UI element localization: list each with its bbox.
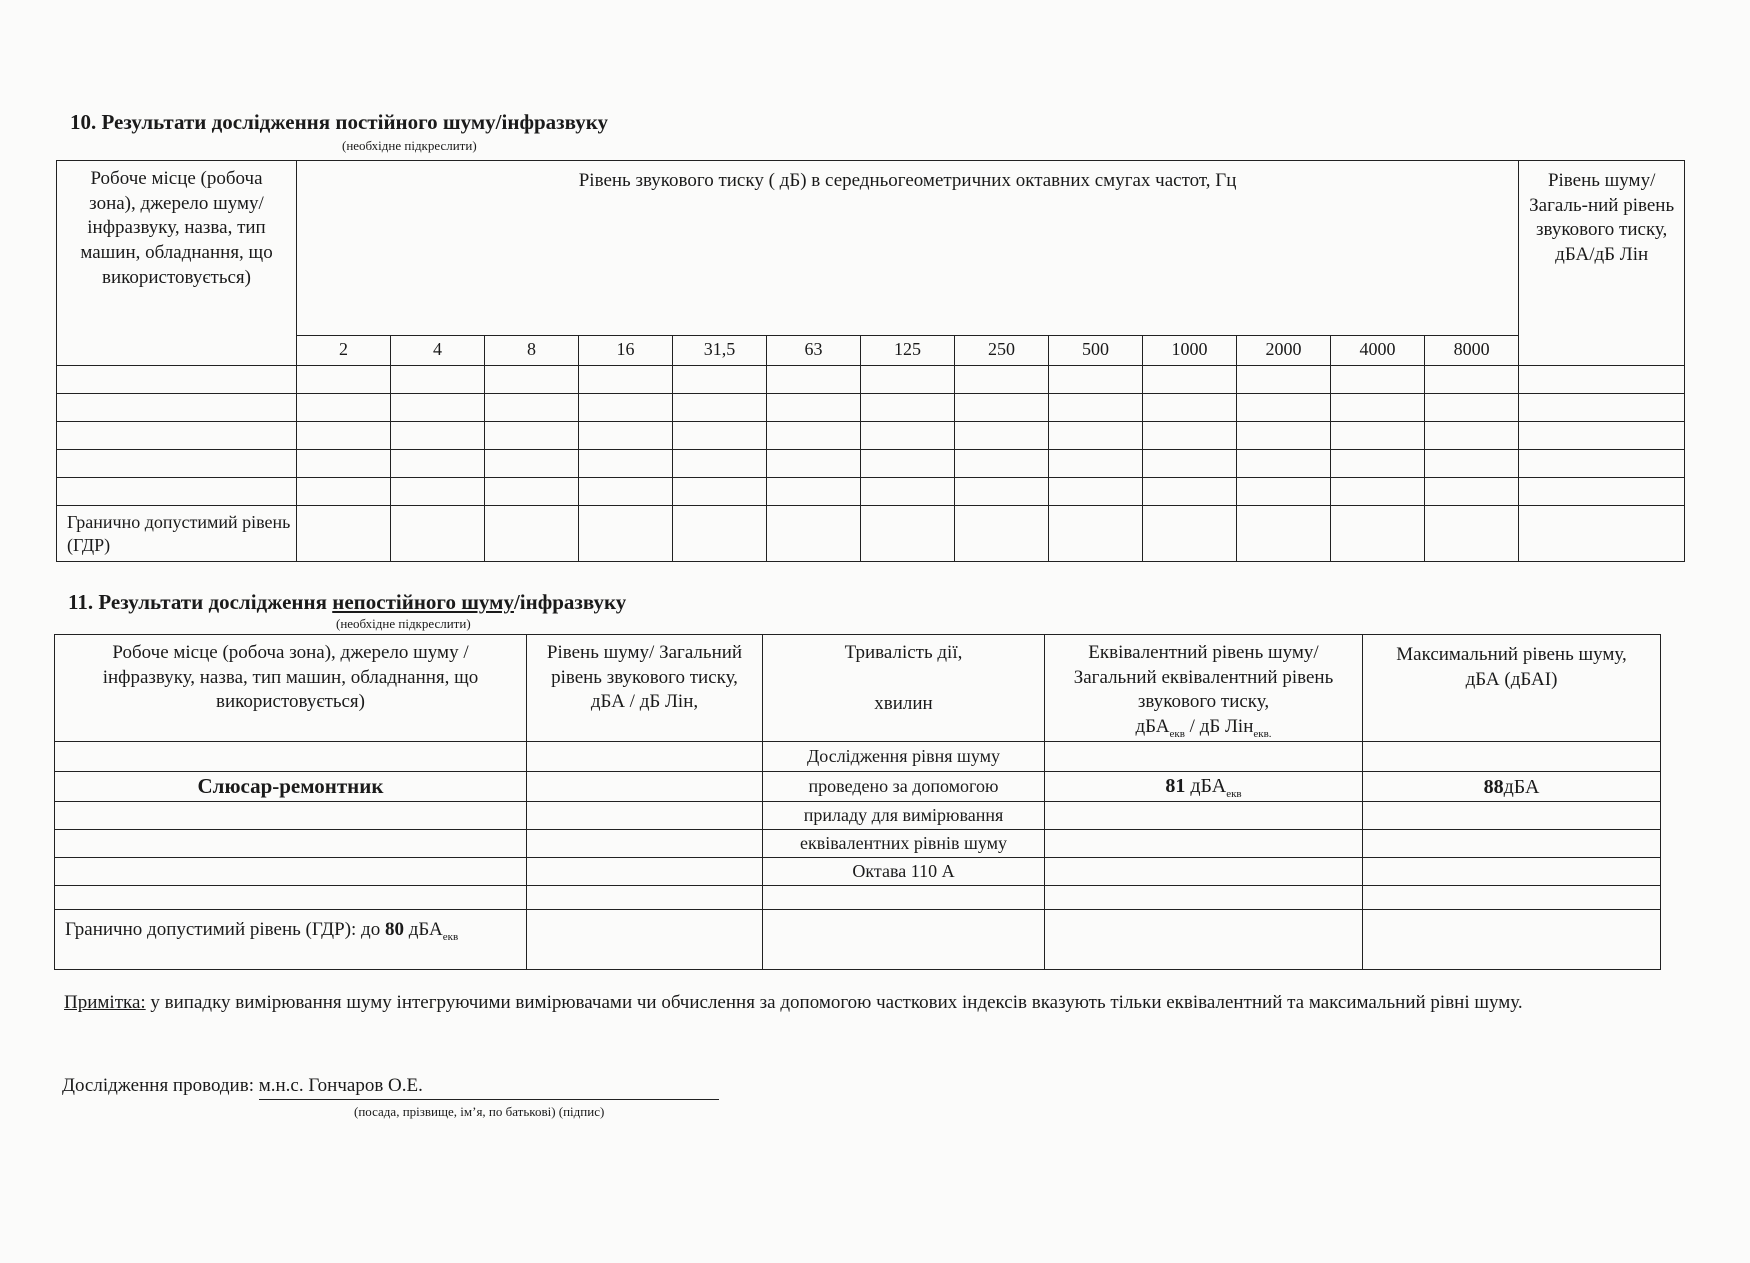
col-total-level-header: Рівень шуму/Загаль-ний рівень звукового тиску, дБА/дБ Лін xyxy=(1519,161,1685,366)
table-row xyxy=(57,366,1685,394)
freq-header: 31,5 xyxy=(673,336,767,366)
section11-title: 11. Результати дослідження непостійного шуму/інфразвуку xyxy=(68,590,627,614)
freq-header: 125 xyxy=(861,336,955,366)
remark-text: у випадку вимірювання шуму інтегруючими вимірювачами чи обчислення за допомогою часткових індексів вказують тільки еквівалентний та максимальний рівні шуму. xyxy=(145,992,1523,1013)
constant-noise-table xyxy=(56,160,1685,562)
device-line: приладу для вимірювання xyxy=(763,802,1045,830)
freq-header: 63 xyxy=(767,336,861,366)
table-row xyxy=(55,742,1661,772)
table-row xyxy=(55,858,1661,886)
table-row xyxy=(55,802,1661,830)
signature-field xyxy=(259,1073,719,1100)
col-max-header: Максимальний рівень шуму, дБА (дБАІ) xyxy=(1363,635,1661,742)
table-row xyxy=(55,886,1661,910)
col-level-header: Рівень шуму/ Загальний рівень звукового тиску, дБА / дБ Лін, xyxy=(527,635,763,742)
limit-row xyxy=(55,910,1661,970)
equivalent-level-value: 81 дБА$_{екв}$ xyxy=(1045,772,1363,802)
remark xyxy=(64,990,1594,1016)
signature-label: Дослідження проводив: xyxy=(62,1075,259,1096)
device-line: Дослідження рівня шуму xyxy=(763,742,1045,772)
limit-label: Гранично допустимий рівень (ГДР) xyxy=(57,506,297,562)
limit-row xyxy=(57,506,1685,562)
device-line: проведено за допомогою xyxy=(763,772,1045,802)
signature-caption: (посада, прізвище, ім’я, по батькові) (підпис) xyxy=(354,1104,605,1119)
freq-header: 500 xyxy=(1049,336,1143,366)
col-workplace-header: Робоче місце (робоча зона), джерело шуму/інфразвуку, назва, тип машин, обладнання, що використовується) xyxy=(57,161,297,366)
section10-note: (необхідне підкреслити) xyxy=(342,138,477,153)
col-sound-pressure-header: Рівень звукового тиску ( дБ) в середньогеометричних октавних смугах частот, Гц xyxy=(297,161,1519,336)
signature-line xyxy=(62,1073,719,1100)
table-row xyxy=(57,394,1685,422)
researcher-name: м.н.с. Гончаров О.Е. xyxy=(258,1075,423,1096)
table-row xyxy=(55,772,1661,802)
table-row xyxy=(57,450,1685,478)
freq-header: 2000 xyxy=(1237,336,1331,366)
variable-noise-table xyxy=(54,634,1661,970)
device-line: еквівалентних рівнів шуму xyxy=(763,830,1045,858)
freq-header: 250 xyxy=(955,336,1049,366)
max-level-value: 88дБА xyxy=(1363,772,1661,802)
col-workplace-header: Робоче місце (робоча зона), джерело шуму /інфразвуку, назва, тип машин, обладнання, що використовується) xyxy=(55,635,527,742)
freq-header: 16 xyxy=(579,336,673,366)
section10-title: 10. Результати дослідження постійного шуму/інфразвуку xyxy=(70,110,609,134)
freq-header: 1000 xyxy=(1143,336,1237,366)
col-equivalent-header: Еквівалентний рівень шуму/ Загальний еквівалентний рівень звукового тиску, дБА$_{екв}$ / дБ Лін$_{екв.}$ xyxy=(1045,635,1363,742)
freq-header: 4 xyxy=(391,336,485,366)
freq-header: 8 xyxy=(485,336,579,366)
remark-label: Примітка: xyxy=(64,992,146,1013)
table-row xyxy=(55,830,1661,858)
freq-header: 2 xyxy=(297,336,391,366)
table-row xyxy=(57,422,1685,450)
device-line: Октава 110 А xyxy=(763,858,1045,886)
col-duration-header: Тривалість дії, хвилин xyxy=(763,635,1045,742)
table-row xyxy=(57,478,1685,506)
freq-header: 4000 xyxy=(1331,336,1425,366)
workplace-name: Слюсар-ремонтник xyxy=(55,772,527,802)
section11-note: (необхідне підкреслити) xyxy=(336,616,471,631)
limit-label: Гранично допустимий рівень (ГДР): до 80 дБА$_{екв}$ xyxy=(55,910,527,970)
freq-header: 8000 xyxy=(1425,336,1519,366)
